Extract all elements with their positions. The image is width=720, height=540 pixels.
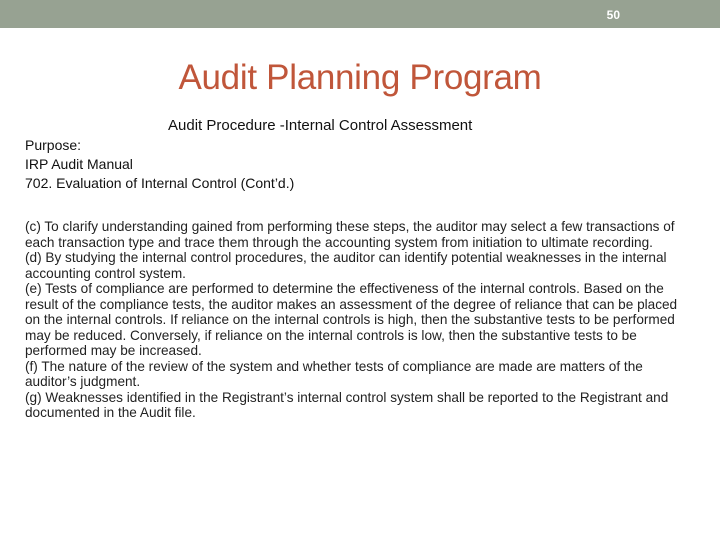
purpose-section: 702. Evaluation of Internal Control (Cont’d.) — [25, 175, 295, 191]
purpose-label: Purpose: — [25, 137, 82, 153]
purpose-block — [25, 136, 294, 193]
paragraph-c: (c) To clarify understanding gained from performing these steps, the auditor may select a few transactions of each transaction type and trace them through the accounting system from initiation to ultimate recording. — [25, 219, 675, 250]
slide-number: 50 — [606, 8, 620, 22]
slide-subtitle: Audit Procedure -Internal Control Assessment — [168, 117, 473, 134]
body-text — [25, 219, 690, 421]
slide-title: Audit Planning Program — [178, 58, 542, 97]
purpose-manual: IRP Audit Manual — [25, 156, 133, 172]
paragraph-d: (d) By studying the internal control procedures, the auditor can identify potential weaknesses in the internal accounting control system. — [25, 250, 667, 281]
top-bar — [0, 0, 720, 28]
paragraph-f: (f) The nature of the review of the system and whether tests of compliance are made are matters of the auditor’s judgment. — [25, 358, 643, 389]
paragraph-g: (g) Weaknesses identified in the Registrant’s internal control system shall be reported to the Registrant and documented in the Audit file. — [25, 389, 669, 420]
paragraph-e: (e) Tests of compliance are performed to determine the effectiveness of the internal controls. Based on the result of the compliance tests, the auditor makes an assessment of the degree of reliance that can be placed on the internal controls. If reliance on the internal controls is high, then the substantive tests to be performed may be reduced. Conversely, if reliance on the internal controls is low, then the substantive tests to be performed may be increased. — [25, 281, 678, 358]
